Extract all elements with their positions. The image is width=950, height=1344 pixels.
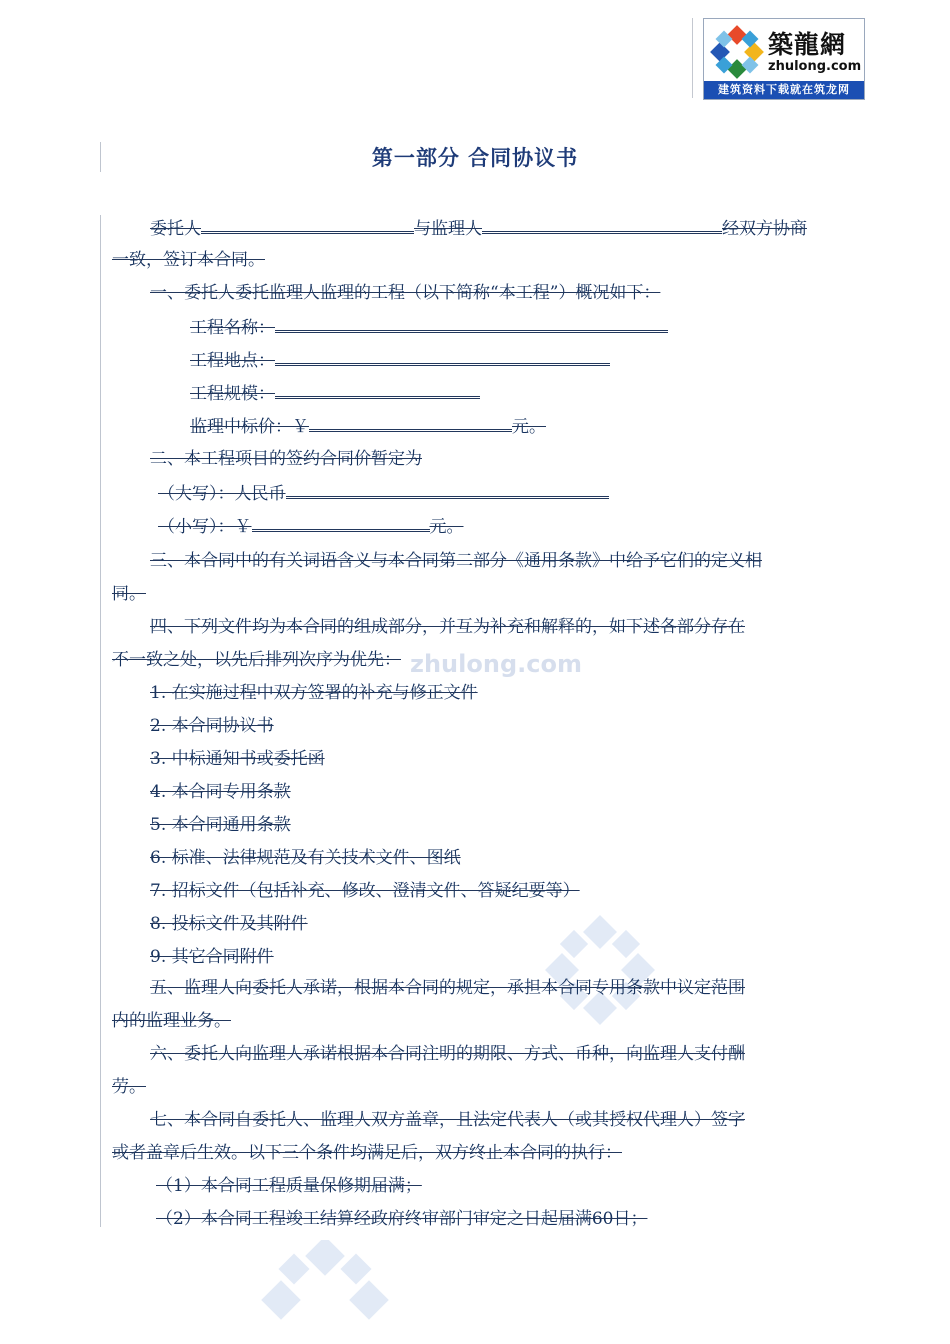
amount-lower-blank[interactable] — [252, 509, 430, 532]
watermark-logo-icon-bottom — [250, 1240, 400, 1344]
project-location-line — [112, 343, 610, 378]
list-item: 5. 本合同通用条款 — [150, 815, 291, 835]
condition-item: （2）本合同工程竣工结算经政府终审部门审定之日起届满60日； — [156, 1209, 648, 1229]
amount-lower-unit: 元。 — [429, 517, 464, 537]
condition-item: （1）本合同工程质量保修期届满； — [156, 1176, 422, 1196]
bid-price-line — [170, 409, 546, 444]
project-name-label: 工程名称： — [190, 318, 275, 338]
logo-domain: zhulong.com — [768, 59, 862, 74]
section-6-line2: 劳。 — [112, 1077, 146, 1097]
client-label: 委托人 — [150, 219, 201, 239]
bid-price-unit: 元。 — [512, 417, 546, 437]
section-5-line1: 五、监理人向委托人承诺，根据本合同的规定，承担本合同专用条款中议定范围 — [150, 978, 745, 998]
list-item: 7. 招标文件（包括补充、修改、澄清文件、答疑纪要等） — [150, 881, 580, 901]
section-7-line2: 或者盖章后生效。以下三个条件均满足后，双方终止本合同的执行： — [112, 1143, 622, 1163]
section-7-line1: 七、本合同自委托人、监理人双方盖章，且法定代表人（或其授权代理人）签字 — [150, 1110, 745, 1130]
site-logo[interactable] — [703, 18, 865, 100]
list-item: 9. 其它合同附件 — [150, 947, 274, 967]
logo-name: 築龍網 — [768, 30, 847, 59]
project-name-blank[interactable] — [275, 310, 668, 333]
bid-price-label: 监理中标价：￥ — [190, 417, 309, 437]
page-title: 第一部分 合同协议书 — [371, 145, 579, 170]
section-1-heading: 一、委托人委托监理人监理的工程（以下简称“本工程”）概况如下： — [150, 283, 661, 303]
supervisor-label: 与监理人 — [414, 219, 482, 239]
project-scale-label: 工程规模： — [190, 384, 275, 404]
amount-upper-label: （大写）：人民币 — [158, 484, 286, 504]
bid-price-blank[interactable] — [309, 409, 512, 432]
list-item: 1. 在实施过程中双方签署的补充与修正文件 — [150, 683, 478, 703]
supervisor-blank[interactable] — [482, 211, 722, 234]
header-divider — [692, 18, 693, 98]
watermark-logo-icon — [540, 915, 660, 1025]
project-location-label: 工程地点： — [190, 351, 275, 371]
margin-bar — [100, 215, 101, 1227]
project-scale-line — [190, 376, 480, 411]
list-item: 8. 投标文件及其附件 — [150, 914, 308, 934]
amount-lower-line — [112, 509, 464, 544]
list-item: 4. 本合同专用条款 — [150, 782, 291, 802]
snowflake-logo-icon — [708, 23, 766, 81]
intro-cont: 一致，签订本合同。 — [112, 250, 265, 270]
project-name-line — [190, 310, 668, 345]
section-4-line2: 不一致之处，以先后排列次序为优先： — [112, 650, 401, 670]
amount-lower-label: （小写）：￥ — [158, 517, 252, 537]
project-scale-blank[interactable] — [275, 376, 480, 399]
section-2-heading: 二、本工程项目的签约合同价暂定为 — [150, 449, 422, 469]
amount-upper-blank[interactable] — [286, 476, 609, 499]
section-5-line2: 内的监理业务。 — [112, 1011, 231, 1031]
intro-tail: 经双方协商 — [722, 219, 807, 239]
list-item: 6. 标准、法律规范及有关技术文件、图纸 — [150, 848, 461, 868]
list-item: 3. 中标通知书或委托函 — [150, 749, 325, 769]
client-blank[interactable] — [201, 211, 414, 234]
section-4-line1: 四、下列文件均为本合同的组成部分，并互为补充和解释的，如下述各部分存在 — [150, 617, 745, 637]
project-location-blank[interactable] — [275, 343, 610, 366]
watermark-text: zhulong.com — [410, 650, 582, 678]
section-3-line1: 三、本合同中的有关词语含义与本合同第二部分《通用条款》中给予它们的定义相 — [150, 551, 762, 571]
amount-upper-line — [158, 476, 609, 511]
logo-slogan: 建筑资料下载就在筑龙网 — [704, 81, 864, 99]
intro-line — [112, 211, 807, 246]
list-item: 2. 本合同协议书 — [150, 716, 274, 736]
section-3-line2: 同。 — [112, 584, 146, 604]
section-6-line1: 六、委托人向监理人承诺根据本合同注明的期限、方式、币种，向监理人支付酬 — [150, 1044, 745, 1064]
